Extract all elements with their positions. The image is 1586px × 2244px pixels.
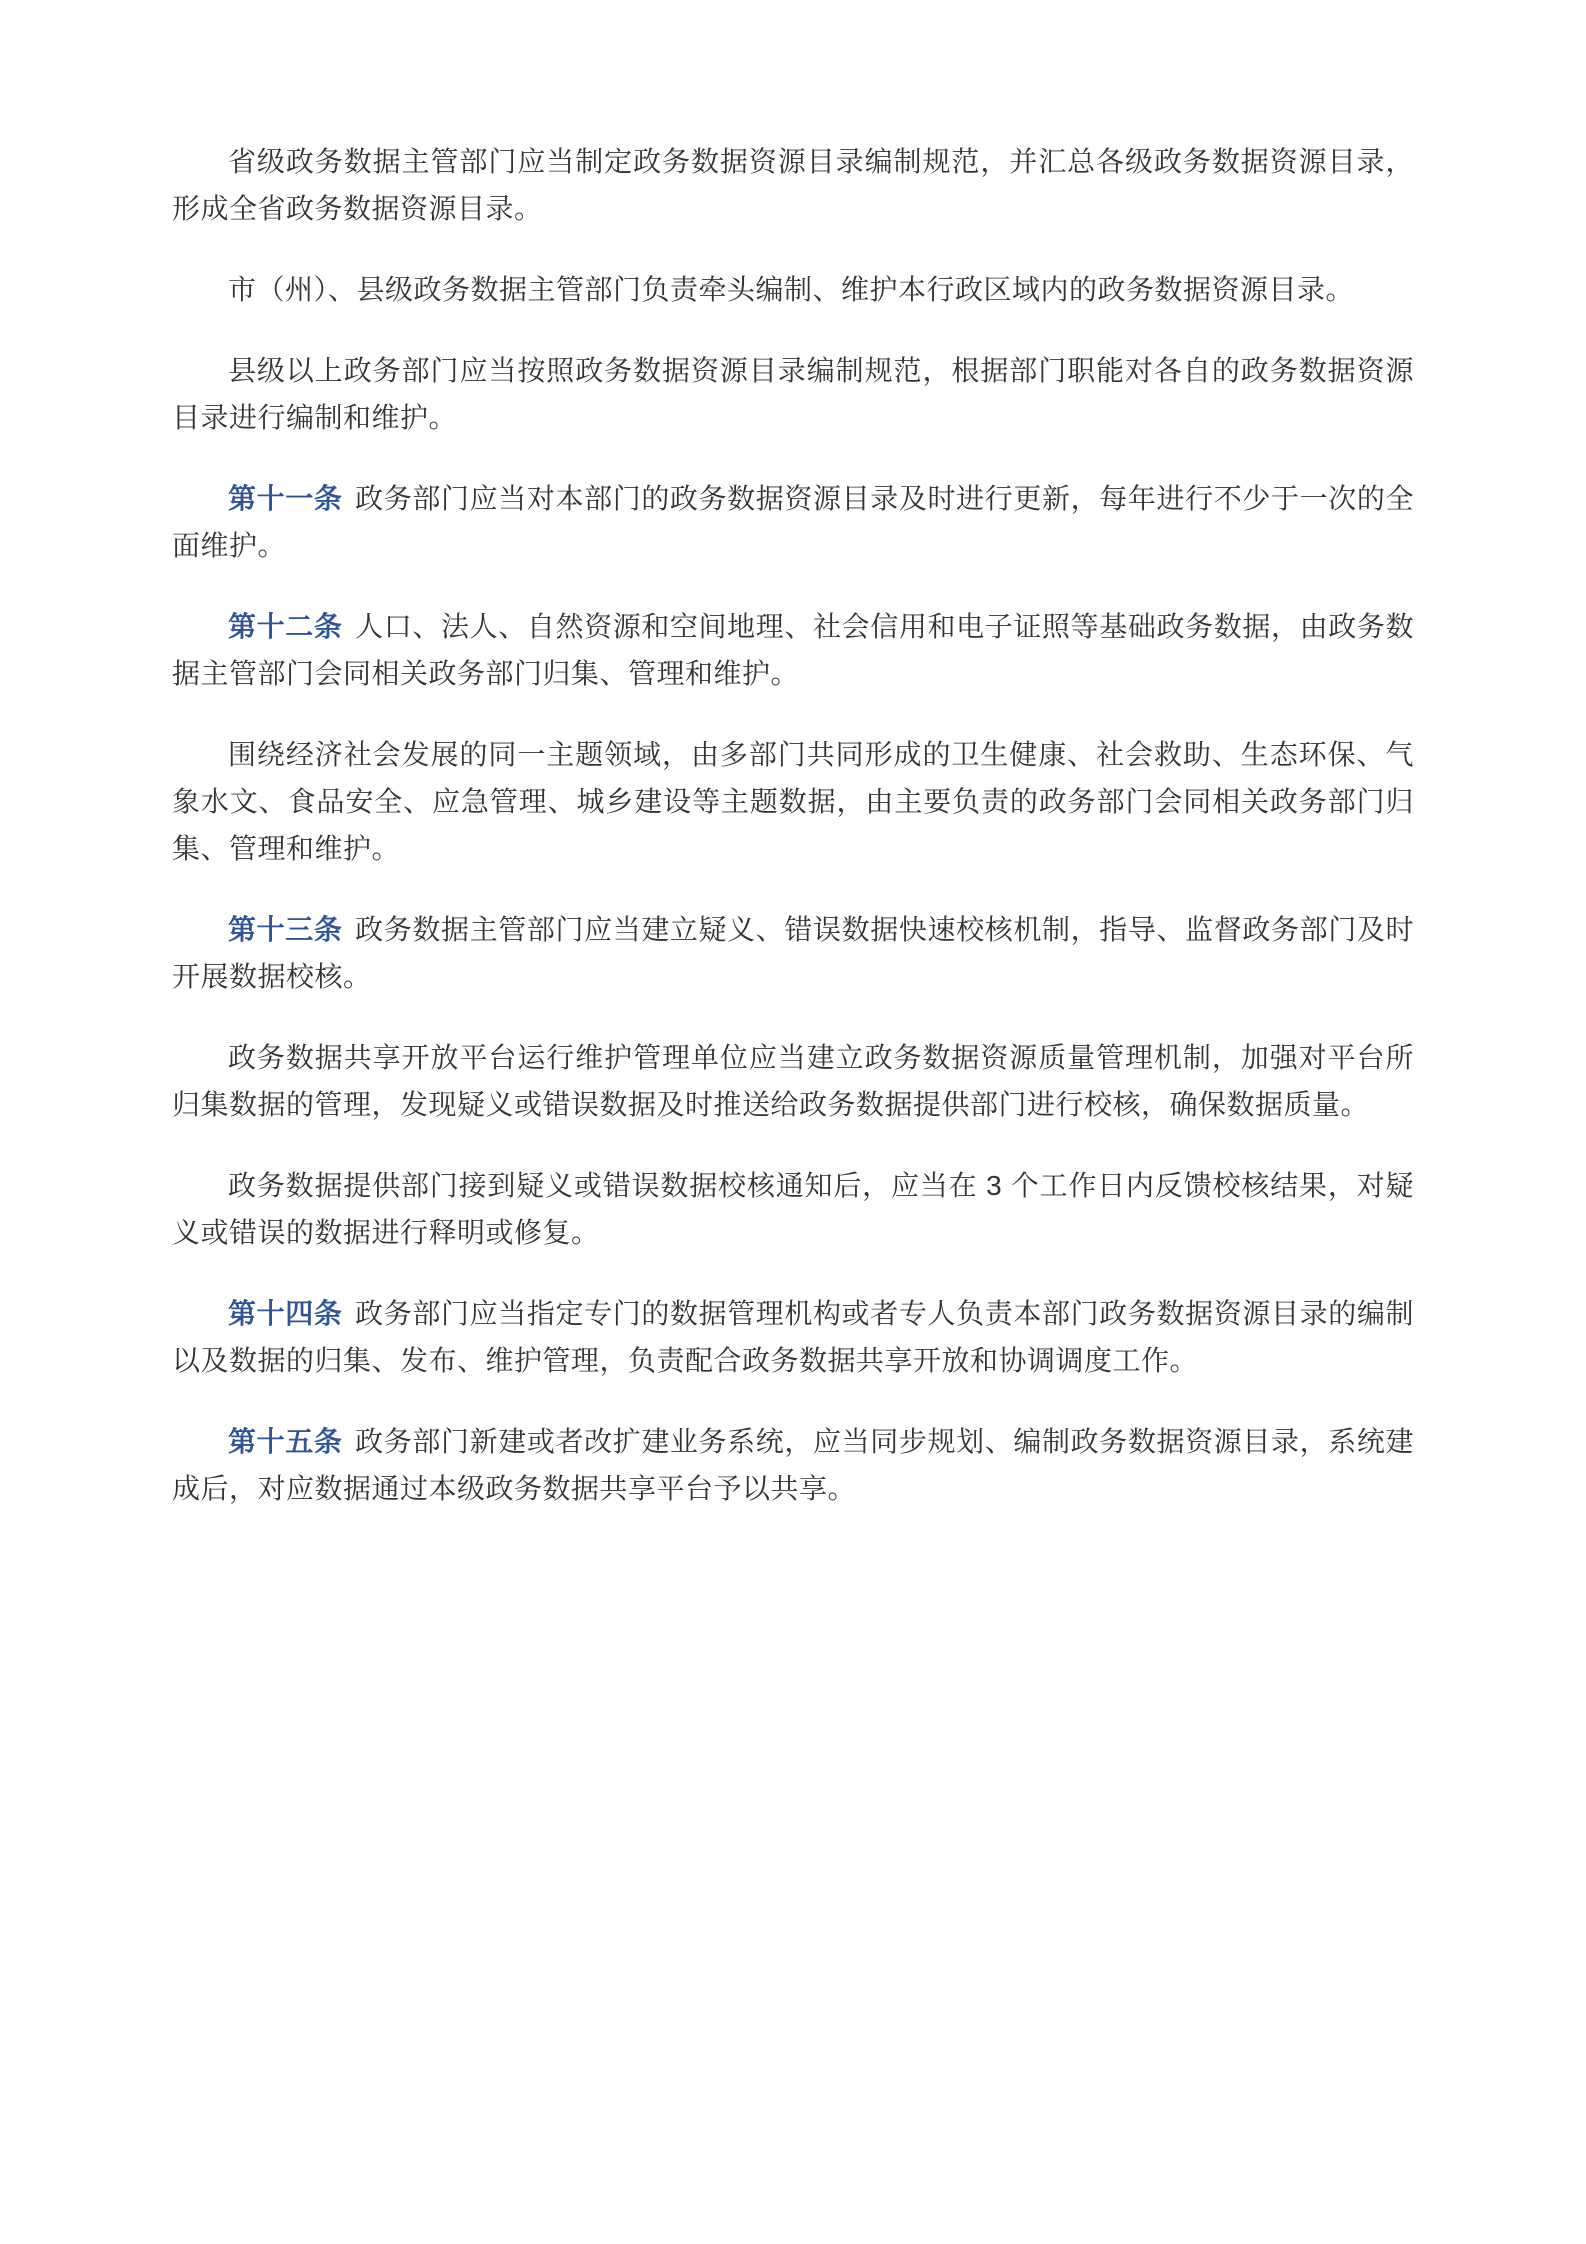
article-number-label: 第十二条 — [228, 611, 343, 642]
paragraph-text: 政务数据共享开放平台运行维护管理单位应当建立政务数据资源质量管理机制，加强对平台所归集数据的管理，发现疑义或错误数据及时推送给政务数据提供部门进行校核，确保数据质量。 — [172, 1042, 1414, 1120]
paragraph-text: 围绕经济社会发展的同一主题领域，由多部门共同形成的卫生健康、社会救助、生态环保、气象水文、食品安全、应急管理、城乡建设等主题数据，由主要负责的政务部门会同相关政务部门归集、管理和维护。 — [172, 739, 1414, 864]
paragraph — [172, 1290, 1414, 1384]
paragraph-text: 政务部门新建或者改扩建业务系统，应当同步规划、编制政务数据资源目录，系统建成后，对应数据通过本级政务数据共享平台予以共享。 — [172, 1426, 1414, 1504]
paragraph-text: 政务部门应当对本部门的政务数据资源目录及时进行更新，每年进行不少于一次的全面维护。 — [172, 483, 1414, 561]
paragraph — [172, 1418, 1414, 1512]
paragraph — [172, 906, 1414, 1000]
paragraph — [172, 138, 1414, 232]
paragraph-text: 省级政务数据主管部门应当制定政务数据资源目录编制规范，并汇总各级政务数据资源目录，形成全省政务数据资源目录。 — [172, 146, 1414, 224]
article-number-label: 第十三条 — [228, 914, 343, 945]
paragraph-text: 县级以上政务部门应当按照政务数据资源目录编制规范，根据部门职能对各自的政务数据资源目录进行编制和维护。 — [172, 355, 1414, 433]
paragraph — [172, 603, 1414, 697]
article-number-label: 第十一条 — [228, 483, 343, 514]
paragraph — [172, 1034, 1414, 1128]
paragraph-text: 人口、法人、自然资源和空间地理、社会信用和电子证照等基础政务数据，由政务数据主管部门会同相关政务部门归集、管理和维护。 — [172, 611, 1414, 689]
paragraph — [172, 1162, 1414, 1256]
paragraph-text: 政务部门应当指定专门的数据管理机构或者专人负责本部门政务数据资源目录的编制以及数据的归集、发布、维护管理，负责配合政务数据共享开放和协调调度工作。 — [172, 1298, 1414, 1376]
article-number-label: 第十四条 — [228, 1298, 343, 1329]
paragraph — [172, 731, 1414, 872]
paragraph-text: 市（州）、县级政务数据主管部门负责牵头编制、维护本行政区域内的政务数据资源目录。 — [228, 274, 1355, 305]
paragraph-text: 政务数据提供部门接到疑义或错误数据校核通知后，应当在 3 个工作日内反馈校核结果，对疑义或错误的数据进行释明或修复。 — [172, 1170, 1414, 1248]
paragraph — [172, 266, 1414, 313]
paragraph-text: 政务数据主管部门应当建立疑义、错误数据快速校核机制，指导、监督政务部门及时开展数据校核。 — [172, 914, 1414, 992]
paragraph — [172, 347, 1414, 441]
article-number-label: 第十五条 — [228, 1426, 343, 1457]
paragraph — [172, 475, 1414, 569]
